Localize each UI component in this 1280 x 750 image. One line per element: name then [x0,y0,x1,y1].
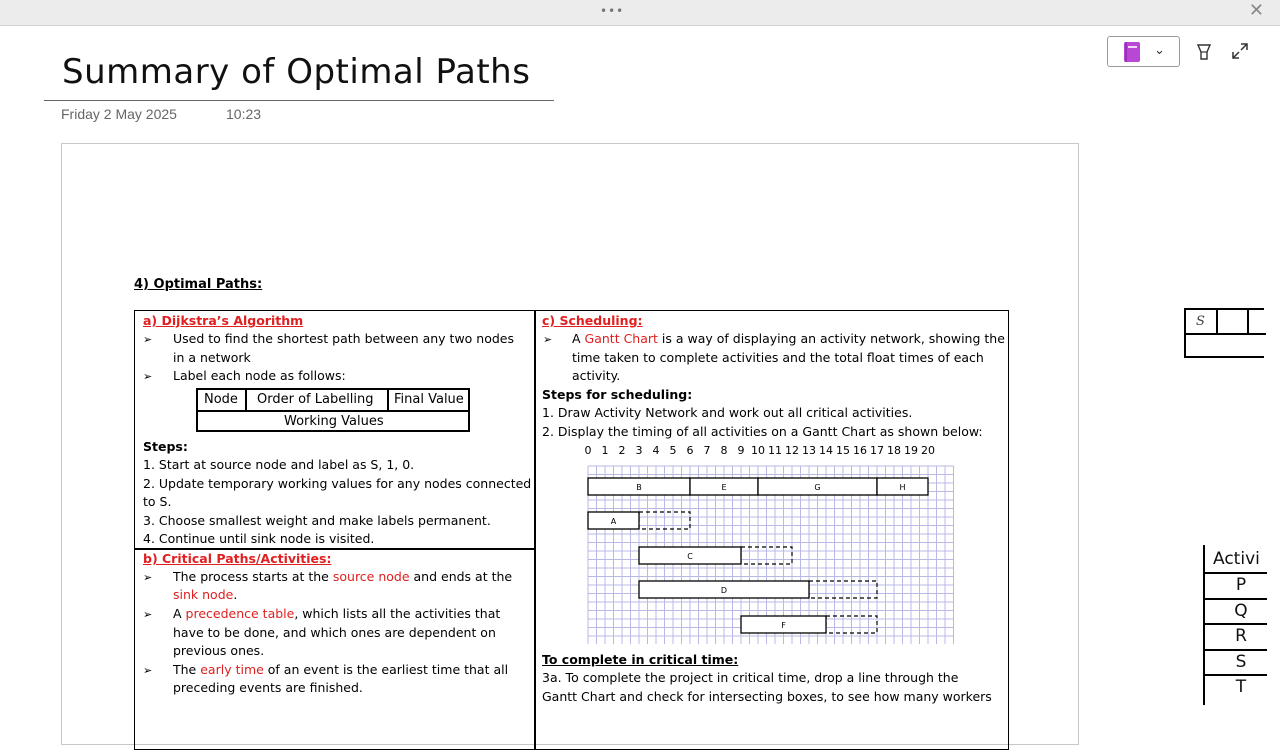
gantt-bar-label: D [720,586,728,595]
x-tick-label: 16 [853,444,867,457]
x-tick-label: 17 [870,444,884,457]
notebook-icon [1123,42,1141,62]
page-title: Summary of Optimal Paths [62,52,531,92]
title-divider [44,100,554,101]
critical-bullet-3: The early time of an event is the earliest time that all [173,662,509,677]
side-activity-divider [1205,572,1267,574]
gantt-bar-label: H [899,483,906,492]
gantt-bar-label: G [814,483,821,492]
side-activity-divider [1205,649,1267,651]
x-tick-label: 13 [802,444,816,457]
x-tick-label: 0 [584,444,592,457]
dijkstra-bullet-1: Used to find the shortest path between any two nodes [173,331,514,346]
scheduling-bullet-1: A Gantt Chart is a way of displaying an activity network, showing the [572,331,1005,346]
chevron-down-icon: ⌄ [1154,43,1165,58]
section-heading: 4) Optimal Paths: [134,277,263,292]
x-tick-label: 8 [720,444,728,457]
side-activity-divider [1205,674,1267,676]
gantt-bar-label: A [610,517,617,526]
label-node: Node [204,392,238,407]
x-tick-label: 19 [904,444,918,457]
label-order: Order of Labelling [257,392,374,407]
note-time: 10:23 [226,106,262,122]
bullet-icon: ➢ [143,333,153,346]
bullet-icon: ➢ [543,333,553,346]
scheduling-bullet-1-cont: time taken to complete activities and the total float times of each [572,350,984,365]
scheduling-heading: c) Scheduling: [542,313,643,328]
dijkstra-heading: a) Dijkstra’s Algorithm [143,313,304,328]
side-activity-divider [1205,598,1267,600]
critical-bullet-1: The process starts at the source node and ends at the [173,569,513,584]
pen-icon[interactable] [1196,43,1212,61]
dijkstra-bullet-2: Label each node as follows: [173,368,346,383]
x-tick-label: 15 [836,444,850,457]
side-activity-item: R [1235,626,1247,646]
x-tick-label: 9 [737,444,745,457]
x-tick-label: 12 [785,444,799,457]
x-tick-label: 1 [601,444,609,457]
x-tick-label: 6 [686,444,694,457]
scheduling-steps-heading: Steps for scheduling: [542,387,693,402]
document-page [61,143,1079,745]
side-activity-item: S [1235,651,1247,672]
gantt-bar-label: C [687,552,693,561]
bullet-icon: ➢ [143,370,153,383]
drag-grip-icon[interactable]: ••• [600,4,625,18]
window-titlebar [0,0,1280,26]
scheduling-step-1: 1. Draw Activity Network and work out all critical activities. [542,405,913,420]
scheduling-bullet-1-cont2: activity. [572,368,621,383]
x-tick-label: 11 [768,444,782,457]
side-activity-item: Q [1234,600,1248,621]
side-label-table [1184,308,1264,358]
x-tick-label: 14 [819,444,833,457]
critical-time-line-2: Gantt Chart and check for intersecting boxes, to see how many workers [542,689,992,704]
critical-bullet-2-cont2: previous ones. [173,643,265,658]
critical-paths-heading: b) Critical Paths/Activities: [143,551,332,566]
critical-bullet-2: A precedence table, which lists all the activities that [173,606,501,621]
bullet-icon: ➢ [143,571,153,584]
x-tick-label: 4 [652,444,660,457]
expand-icon[interactable] [1231,42,1249,60]
label-final: Final Value [394,392,464,407]
close-icon[interactable]: ✕ [1248,0,1264,21]
bullet-icon: ➢ [143,664,153,677]
critical-time-line-1: 3a. To complete the project in critical time, drop a line through the [542,670,959,685]
step-2-cont: to S. [143,494,172,509]
critical-bullet-3-cont: preceding events are finished. [173,680,363,695]
gantt-bar-label: F [781,621,786,630]
dijkstra-bullet-1-cont: in a network [173,350,251,365]
notebook-picker-button[interactable] [1107,36,1180,67]
gantt-chart [584,444,958,654]
x-tick-label: 5 [669,444,677,457]
step-2: 2. Update temporary working values for any nodes connected [143,476,532,491]
x-tick-label: 10 [751,444,765,457]
side-activity-table [1203,545,1267,705]
side-activity-header: Activi [1213,549,1260,569]
side-activity-item: P [1235,575,1247,595]
bullet-icon: ➢ [143,608,153,621]
node-label-table [196,388,470,432]
x-tick-label: 18 [887,444,901,457]
x-tick-label: 7 [703,444,711,457]
side-activity-divider [1205,623,1267,625]
critical-bullet-1-cont: sink node. [173,587,238,602]
x-tick-label: 2 [618,444,626,457]
step-4: 4. Continue until sink node is visited. [143,531,375,546]
critical-bullet-2-cont: have to be done, and which ones are dependent on [173,625,496,640]
gantt-bar-label: B [636,483,642,492]
label-working: Working Values [284,414,384,429]
steps-heading: Steps: [143,439,188,454]
step-3: 3. Choose smallest weight and make labels permanent. [143,513,491,528]
x-tick-label: 3 [635,444,643,457]
side-activity-item: T [1235,677,1247,697]
note-date: Friday 2 May 2025 [61,106,177,122]
x-tick-label: 20 [921,444,935,457]
side-label-s: S [1196,314,1205,329]
gantt-bar-label: E [721,483,727,492]
critical-time-heading: To complete in critical time: [542,652,739,667]
step-1: 1. Start at source node and label as S, 1, 0. [143,457,415,472]
scheduling-step-2: 2. Display the timing of all activities on a Gantt Chart as shown below: [542,424,983,439]
